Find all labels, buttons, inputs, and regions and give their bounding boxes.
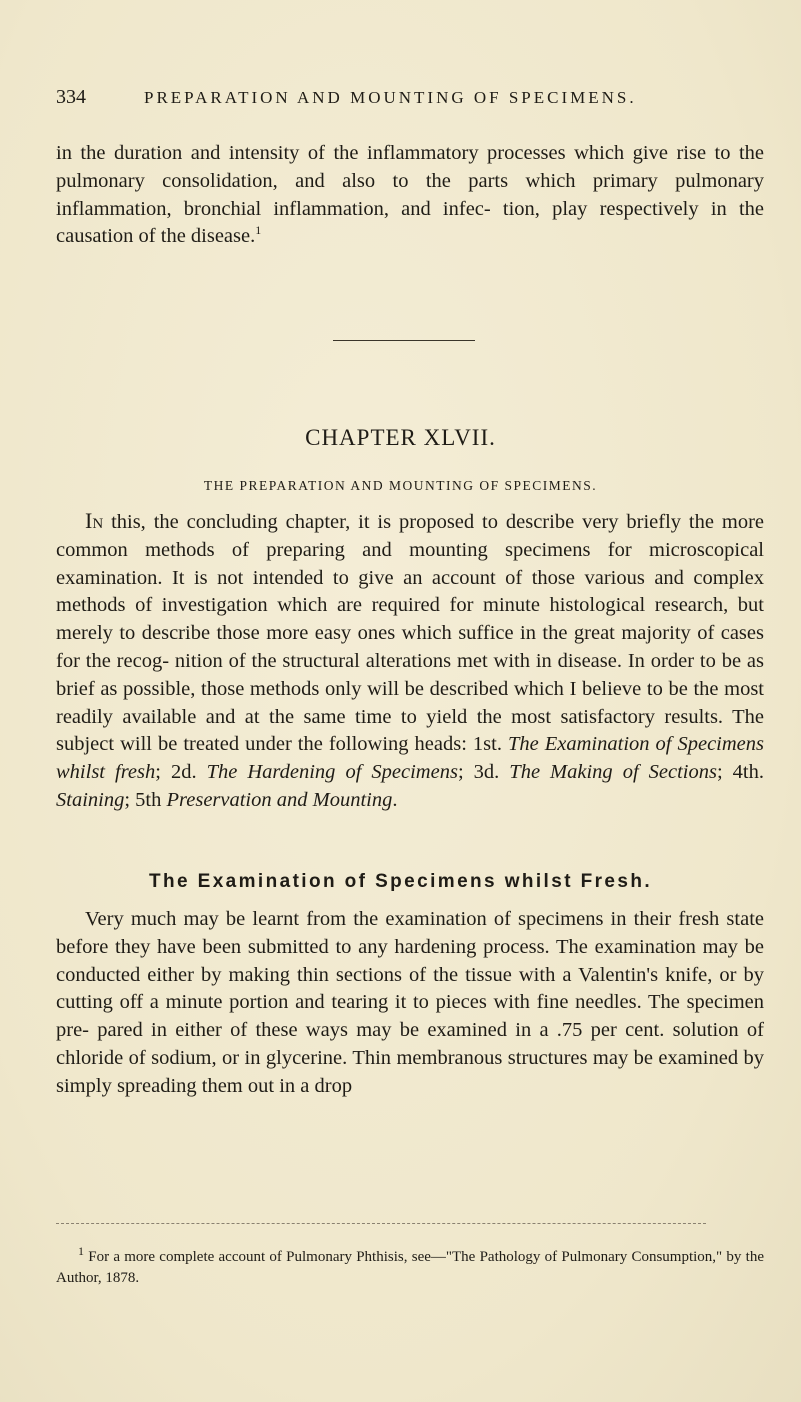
paragraph-text: Very much may be learnt from the examination of specimens in their fresh state before they have been submitted to any hardening process. The examination may be conducted either by making thin sections of the tissue with a Valentin's knife, or by cutting off a minute portion and tearing it to pieces with fine needles. The specimen pre- pared in either of these ways may be examined in a .75 per cent. solution of chloride of sodium, or in glycerine. Thin membranous structures may be examined by simply spreading them out in a drop: [56, 908, 764, 1097]
topic-heading-1: The Examination of Specimens whilst fresh: [56, 733, 765, 784]
separator: ; 2d.: [155, 761, 207, 784]
footnote-mark: 1: [78, 1244, 84, 1258]
paragraph-text: this, the concluding chapter, it is proposed to describe very briefly the more common methods of preparing and mounting specimens for microscopical examination. It is not intended to give an account of those various and complex methods of investigation which are required for minute histological research, but merely to describe those more easy ones which suffice in the great majority of cases for the recog- nition of the structural alterations met with in disease. In order to be as brief as possible, those methods only will be described which I believe to be the most readily available and at the same time to yield the most satisfactory results. The subject will be treated under the following heads: 1st.: [56, 511, 764, 756]
footnote-rule: [56, 1223, 706, 1224]
footnote: [56, 1244, 764, 1289]
running-head-title: PREPARATION AND MOUNTING OF SPECIMENS.: [144, 88, 637, 107]
section-paragraph: [56, 906, 764, 1101]
separator: .: [392, 788, 398, 811]
separator: ; 3d.: [457, 761, 510, 784]
separator: ; 4th.: [716, 761, 764, 784]
paragraph-initial: In: [85, 508, 104, 533]
running-head: [56, 86, 756, 109]
topic-heading-4: Staining: [56, 788, 125, 811]
chapter-subtitle: THE PREPARATION AND MOUNTING OF SPECIMENS.: [203, 478, 598, 493]
chapter-title: CHAPTER XLVII.: [305, 425, 496, 450]
chapter-intro-paragraph: [56, 507, 764, 815]
page-number: 334: [56, 86, 86, 108]
section-heading: The Examination of Specimens whilst Fresh.: [148, 871, 653, 892]
section-divider-rule: [333, 340, 475, 341]
topic-heading-5: Preservation and Mounting: [166, 788, 393, 811]
separator: ; 5th: [124, 788, 167, 811]
footnote-text: For a more complete account of Pulmonary Phthisis, see—"The Pathology of Pulmonary Consumption," by the Author, 1878.: [56, 1249, 764, 1286]
topic-heading-2: The Hardening of Specimens: [206, 761, 458, 784]
paragraph-continued: [56, 140, 764, 251]
paragraph-text: in the duration and intensity of the inflammatory processes which give rise to the pulmonary consolidation, and also to the parts which primary pulmonary inflammation, bronchial inflammation, and infec- tion, play respectively in the causation of the disease.: [56, 142, 764, 248]
topic-heading-3: The Making of Sections: [509, 761, 717, 784]
footnote-reference: 1: [255, 223, 262, 238]
